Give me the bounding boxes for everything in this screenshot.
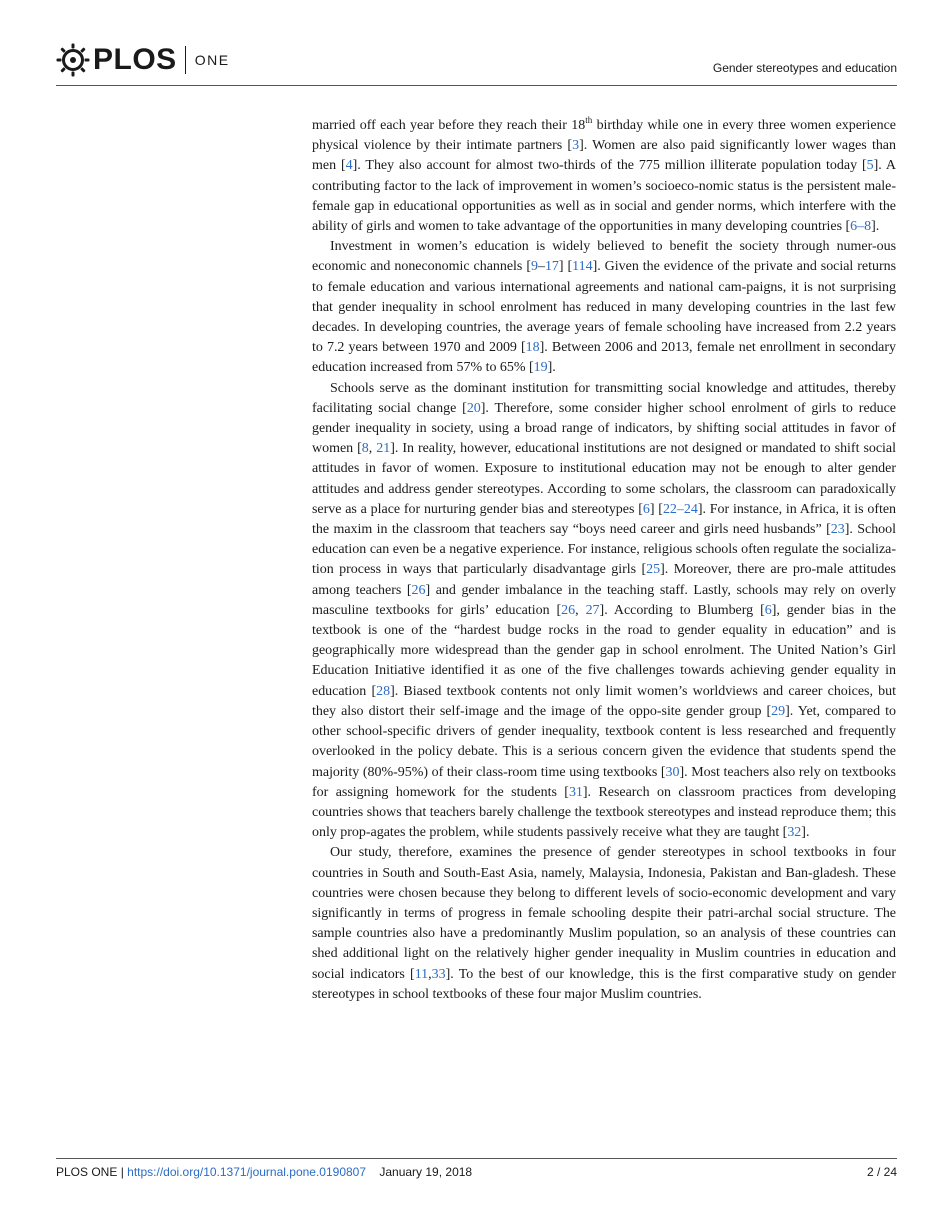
citation-link[interactable]: 31 <box>568 784 583 800</box>
publication-date: January 19, 2018 <box>379 1165 473 1179</box>
text-run: ]. Research on classroom practices from developing countries shows that teachers barely challenge the textbook stereotypes and instead reproduce them; this only prop-agates the problem, while students passively receive what they are taught [ <box>312 784 896 841</box>
text-run: ]. Between 2006 and 2013, female net enrollment in secondary education increased from 57% to 65% [ <box>312 340 896 376</box>
text-run: married off each year before they reach their 18 <box>312 118 586 133</box>
body-paragraph <box>312 116 896 237</box>
citation-link[interactable]: 11 <box>414 966 429 982</box>
text-run: , <box>428 966 432 982</box>
text-run: ]. A contributing factor to the lack of improvement in women’s socioeco-nomic status is the persistent male-female gap in educational opportunities as well as in social and gender norms, which interfere with the ability of girls and women to take advantage of the opportunities in many developing countries [ <box>312 158 897 235</box>
body-paragraph <box>312 237 896 378</box>
citation-link[interactable]: 28 <box>376 683 391 699</box>
text-run: ]. To the best of our knowledge, this is the first comparative study on gender stereotypes in school textbooks of these four major Muslim countries. <box>312 966 896 1002</box>
logo-wordmark: PLOS <box>93 43 177 76</box>
doi-link[interactable]: https://doi.org/10.1371/journal.pone.0190807 <box>127 1165 367 1179</box>
citation-link[interactable]: 114 <box>572 259 593 275</box>
text-run: , <box>368 441 377 457</box>
citation-link[interactable]: 3 <box>572 138 580 154</box>
footer-divider <box>56 1158 897 1159</box>
citation-link[interactable]: 26 <box>411 582 426 598</box>
citation-link[interactable]: 27 <box>585 602 600 618</box>
citation-link[interactable]: 21 <box>376 441 391 457</box>
text-run: ]. They also account for almost two-thirds of the 775 million illiterate population today [ <box>352 158 867 174</box>
citation-link[interactable]: 6–8 <box>850 219 872 235</box>
superscript: th <box>585 115 593 125</box>
footer-journal: PLOS ONE <box>56 1165 118 1179</box>
citation-link[interactable]: 29 <box>771 703 786 719</box>
text-run: – <box>537 259 545 275</box>
page-number: 2 / 24 <box>866 1165 897 1179</box>
text-run: ] and gender imbalance in the teaching staff. Lastly, schools may rely on overly masculine textbooks for girls’ education [ <box>312 582 896 618</box>
text-run: ]. Most teachers also rely on textbooks for assigning homework for the students [ <box>312 764 896 800</box>
citation-link[interactable]: 25 <box>646 562 661 578</box>
body-paragraph <box>312 379 896 844</box>
text-run: ]. Given the evidence of the private and social returns to female education and various international agreements and national cam-paigns, it is not surprising that gender inequality in school enrolment has reduced in many developing countries in the last few decades. In developing countries, the average years of female schooling have increased from 2.2 years to 7.2 years between 1970 and 2009 [ <box>312 259 897 356</box>
text-run: ]. Women are also paid significantly lower wages than men [ <box>312 138 896 174</box>
citation-link[interactable]: 32 <box>787 825 802 841</box>
text-run: ]. Therefore, some consider higher school enrolment of girls to reduce gender inequality in society, using a broad range of indicators, by shifting social attitudes in favor of women [ <box>312 400 896 457</box>
citation-link[interactable]: 5 <box>866 158 874 174</box>
citation-link[interactable]: 22–24 <box>662 501 698 517</box>
citation-link[interactable]: 6 <box>642 501 650 517</box>
text-run: ]. For instance, in Africa, it is often the maxim in the classroom that teachers say “boys need career and girls need husbands” [ <box>312 501 897 538</box>
text-run: ] [ <box>558 259 573 275</box>
plos-one-logo[interactable] <box>56 42 230 78</box>
citation-link[interactable]: 33 <box>431 966 446 982</box>
page-footer <box>56 1165 897 1181</box>
text-run: ]. Moreover, there are pro-male attitudes among teachers [ <box>312 562 896 598</box>
footer-separator: | <box>117 1165 128 1179</box>
text-run: ]. According to Blumberg [ <box>599 602 765 618</box>
text-run: ], gender bias in the textbook is one of the “hardest budge rocks in the road to gender equality in education” and is geographically more widespread than the gender gap in school enrolment. The United Nation’s Girl Education Initiative identified it as one of the five challenges towards achieving gender equality in education [ <box>312 602 896 699</box>
citation-link[interactable]: 6 <box>764 602 772 618</box>
citation-link[interactable]: 23 <box>830 522 845 538</box>
header-divider <box>56 85 897 86</box>
citation-link[interactable]: 30 <box>665 764 680 780</box>
text-run: Our study, therefore, examines the presence of gender stereotypes in school textbooks in four countries in South and South-East Asia, namely, Malaysia, Indonesia, Pakistan and Ban-gladesh. These countries were chosen because they belong to different levels of socio-economic development and vary significantly in terms of progress in female schooling despite their patri-archal social structure. The sample countries also have a predominantly Muslim population, so an analysis of these countries can shed additional light on the relatively higher gender inequality in Muslim countries in education and social indicators [ <box>312 845 896 982</box>
text-run: ]. <box>871 219 880 235</box>
plos-sunburst-icon <box>56 43 90 77</box>
citation-link[interactable]: 20 <box>466 400 481 416</box>
text-run: ]. <box>547 360 556 376</box>
body-paragraph <box>312 843 896 1005</box>
article-body <box>312 116 896 1005</box>
page-header <box>56 40 897 84</box>
text-run: ]. <box>801 825 810 841</box>
text-run: ]. Yet, compared to other school-specific drivers of gender inequality, textbook content is less researched and frequently overlooked in the policy debate. This is a serious concern given the evidence that students spend the majority (80%-95%) of their class-room time using textbooks [ <box>312 703 896 780</box>
text-run: ]. Biased textbook contents not only limit women’s worldviews and career choices, but they also distort their self-image and the image of the oppo-site gender group [ <box>312 683 896 719</box>
citation-link[interactable]: 26 <box>561 602 576 618</box>
citation-link[interactable]: 17 <box>544 259 559 275</box>
text-run: , <box>575 602 586 618</box>
citation-link[interactable]: 18 <box>525 340 540 356</box>
citation-link[interactable]: 8 <box>361 441 369 457</box>
citation-link[interactable]: 9 <box>530 259 538 275</box>
text-run: Investment in women’s education is widely believed to benefit the society through numer-ous economic and noneconomic channels [ <box>312 239 896 275</box>
text-run: ]. In reality, however, educational institutions are not designed or mandated to shift social attitudes in favor of women. Exposure to institutional education may not be enough to alter gender attitudes and address gender stereotypes. According to some scholars, the classroom can paradoxically serve as a place for nurturing gender bias and stereotypes [ <box>312 441 896 517</box>
text-run: Schools serve as the dominant institution for transmitting social knowledge and attitudes, thereby facilitating social change [ <box>312 380 896 416</box>
text-run: ]. School education can even be a negative experience. For instance, religious schools often regulate the socializa-tion process in ways that particularly disadvantage girls [ <box>312 522 897 578</box>
citation-link[interactable]: 19 <box>533 360 548 376</box>
citation-link[interactable]: 4 <box>345 158 353 174</box>
logo-divider <box>185 46 186 74</box>
running-title: Gender stereotypes and education <box>712 61 897 75</box>
text-run: ] [ <box>649 501 663 517</box>
text-run: birthday while one in every three women experience physical violence by their intimate partners [ <box>312 118 896 154</box>
logo-subtitle: ONE <box>194 52 230 68</box>
